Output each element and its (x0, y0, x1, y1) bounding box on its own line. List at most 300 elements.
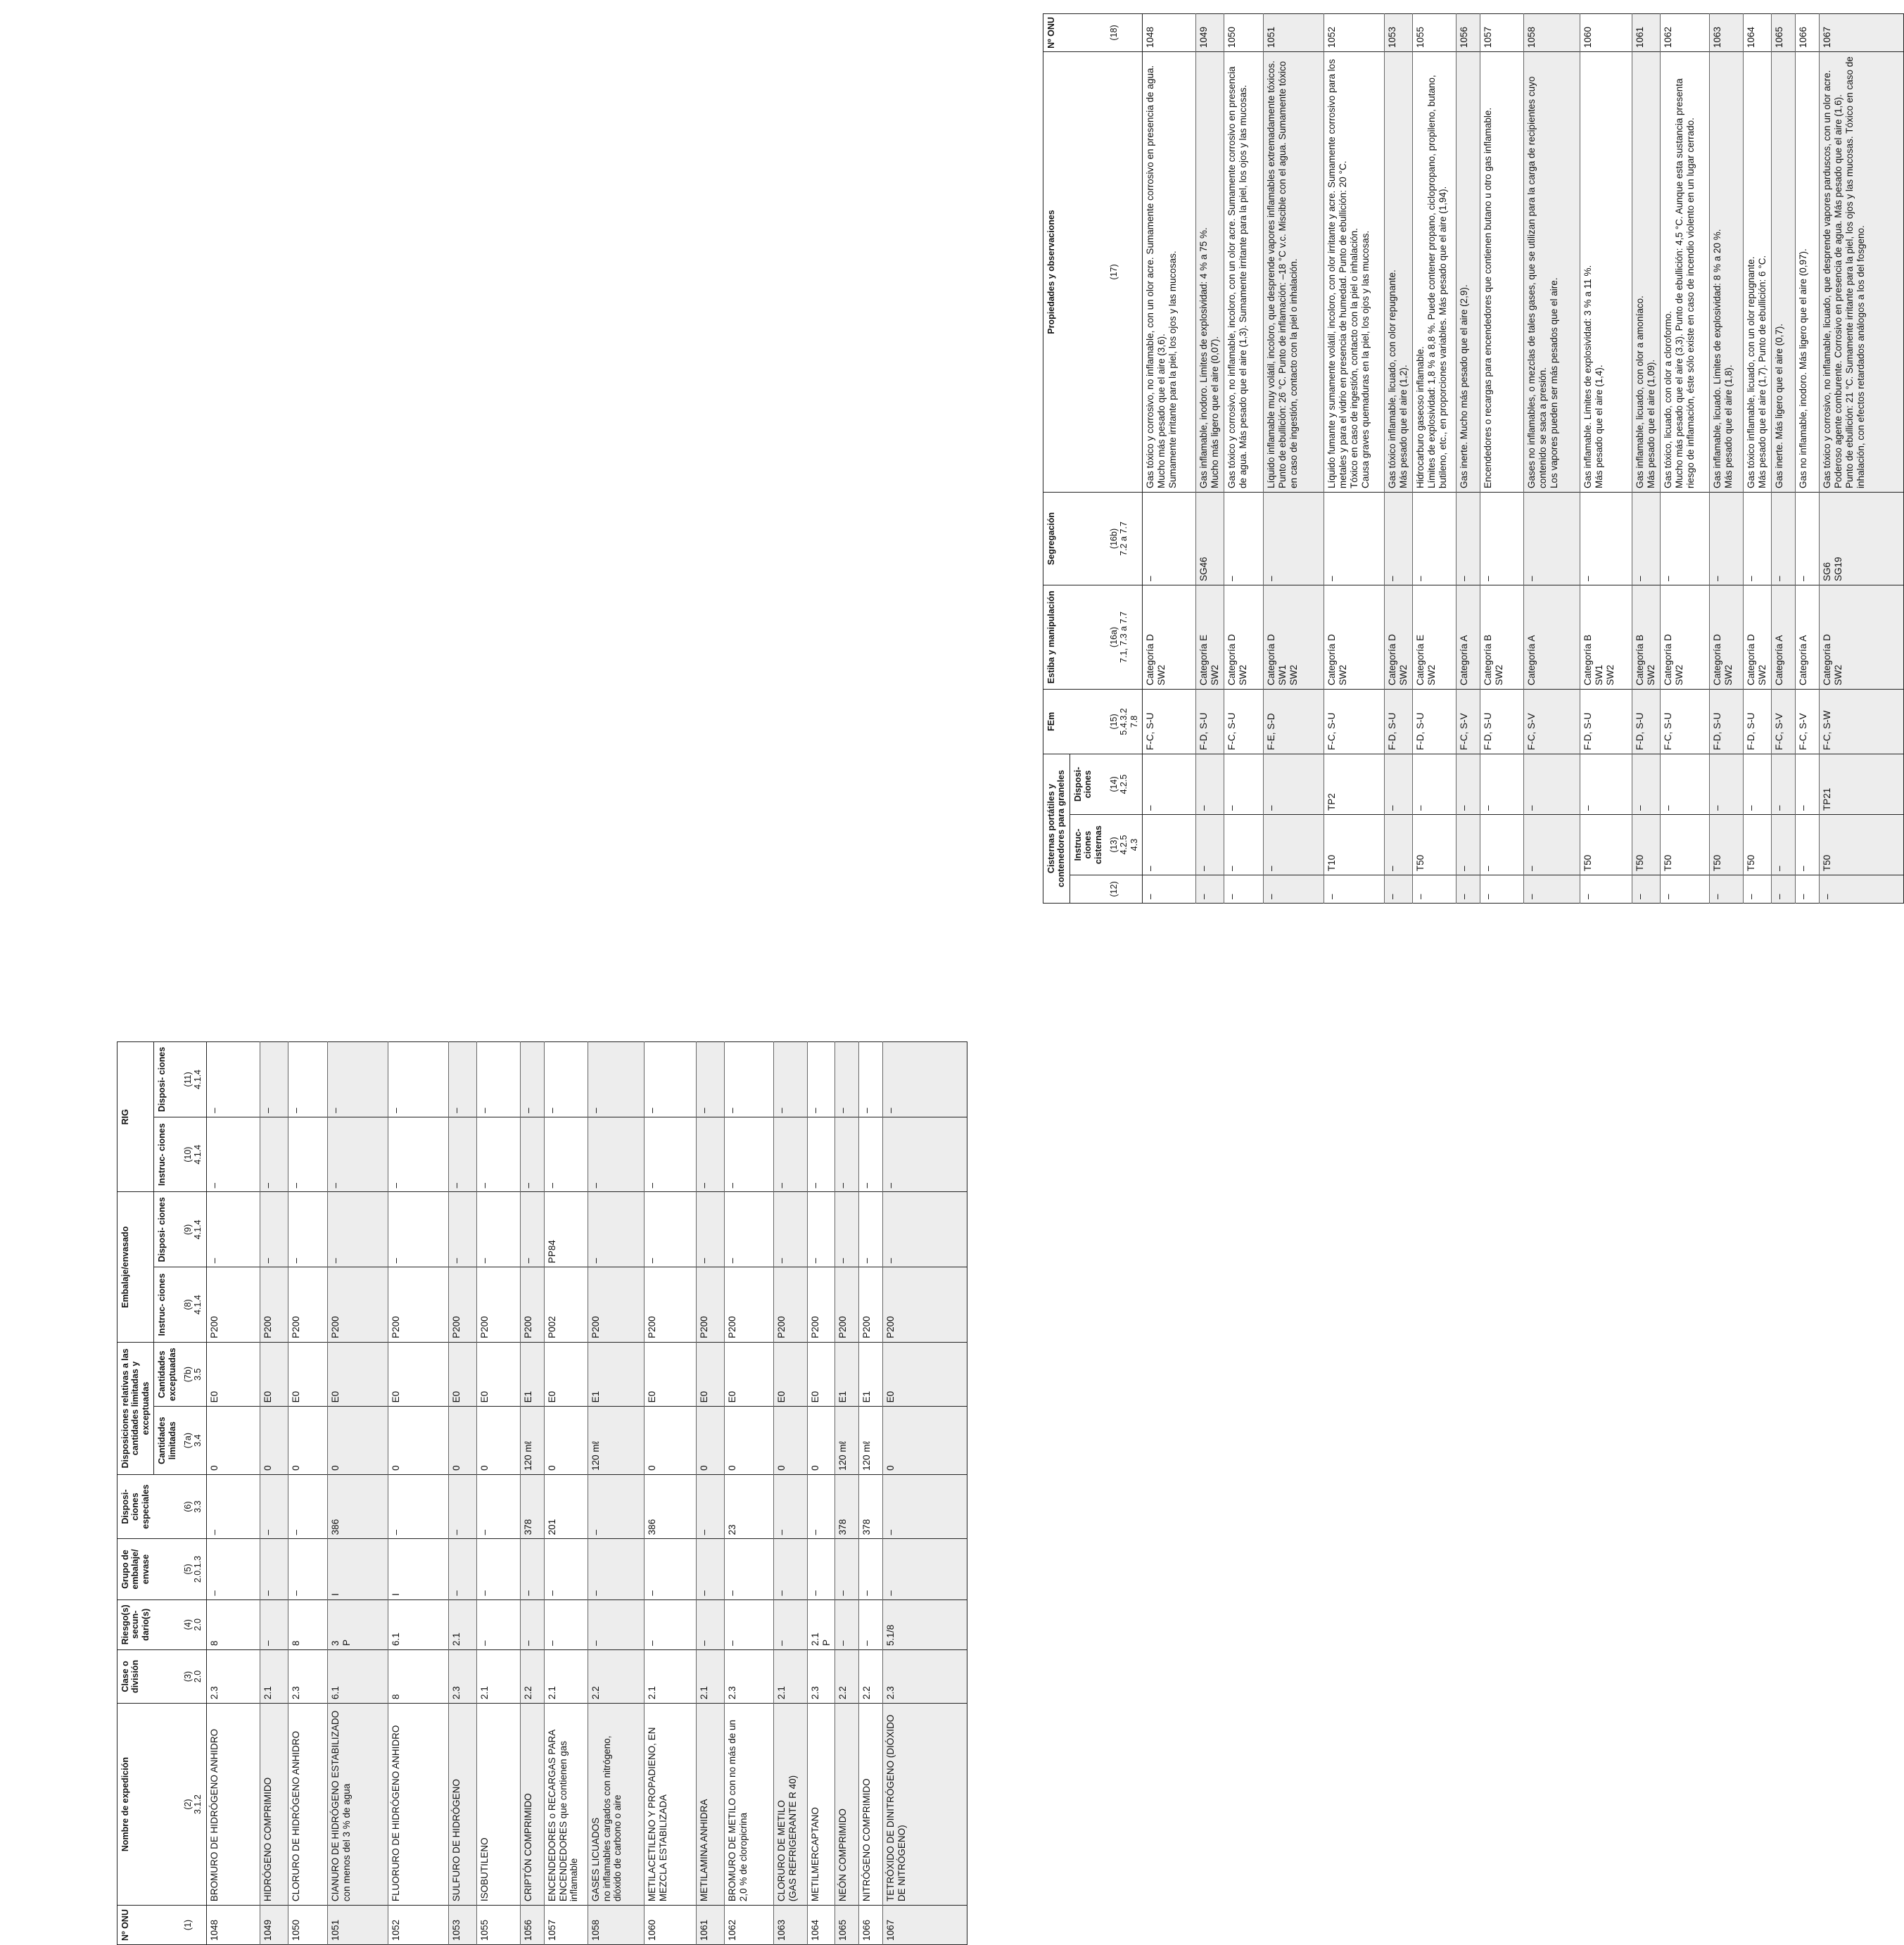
col-header-disp-especiales: Disposi- ciones especiales (118, 1474, 180, 1538)
cell-seg: – (1632, 492, 1661, 585)
cell-riesgo: – (696, 1599, 724, 1649)
cell-est: Categoría D SW2 (1224, 585, 1264, 689)
cell-ti: – (1456, 815, 1480, 875)
cell-ei: P200 (260, 1267, 288, 1343)
cell-onu: 1063 (1710, 13, 1744, 51)
cell-grupo: – (724, 1539, 773, 1599)
cell-riesgo: – (260, 1599, 288, 1649)
cell-est: Categoría D SW2 (1385, 585, 1413, 689)
cell-grupo: – (835, 1539, 859, 1599)
cell-ti: T50 (1819, 815, 1903, 875)
cell-de: – (388, 1474, 448, 1538)
col-header-cisternas-disposiciones: Disposi- ciones (1070, 754, 1106, 814)
cell-clase: 2.3 (883, 1649, 967, 1703)
cell-grupo: – (807, 1539, 835, 1599)
col-header-cisternas: Cisternas portátiles y contenedores para graneles (1043, 754, 1070, 903)
cell-onu: 1060 (1580, 13, 1632, 51)
cell-riesgo: – (520, 1599, 544, 1649)
col-header-onu: Nº ONU (1043, 13, 1106, 51)
cell-onu: 1050 (288, 1906, 327, 1945)
cell-ed: – (476, 1192, 520, 1267)
dangerous-goods-table-left (117, 1041, 967, 1945)
table-row (388, 1042, 448, 1945)
cell-riesgo: – (544, 1599, 588, 1649)
cell-est: Categoría B SW2 (1480, 585, 1524, 689)
cell-clase: 2.1 (773, 1649, 807, 1703)
cell-fem: F-C, S-V (1456, 689, 1480, 754)
col-header-cant-limitadas: Cantidades limitadas (154, 1407, 180, 1475)
cell-onu: 1066 (1795, 13, 1819, 51)
cell-nombre: BROMURO DE METILO con no más de un 2,0 % de cloropicrina (724, 1704, 773, 1906)
cell-grupo: I (388, 1539, 448, 1599)
cell-riesgo: 3 P (327, 1599, 388, 1649)
cell-rd: – (260, 1042, 288, 1117)
cell-est: Categoría E SW2 (1413, 585, 1456, 689)
cell-onu: 1052 (388, 1906, 448, 1945)
cell-de: 378 (520, 1474, 544, 1538)
cell-nombre: BROMURO DE HIDRÓGENO ANHIDRO (206, 1704, 260, 1906)
cell-fem: F-D, S-U (1413, 689, 1456, 754)
cell-est: Categoría E SW2 (1196, 585, 1224, 689)
col-ref: (14) 4.2.5 (1106, 754, 1143, 814)
cell-ce: E0 (724, 1342, 773, 1406)
cell-de: – (588, 1474, 644, 1538)
cell-grupo: – (448, 1539, 476, 1599)
cell-de: – (260, 1474, 288, 1538)
col-ref: (17) (1106, 51, 1143, 492)
cell-rd: – (859, 1042, 883, 1117)
cell-cl: 0 (206, 1407, 260, 1475)
table-row (1632, 13, 1661, 903)
cell-cl: 120 mℓ (859, 1407, 883, 1475)
cell-ri: – (883, 1117, 967, 1192)
cell-est: Categoría D SW2 (1710, 585, 1744, 689)
col-header-estiba: Estiba y manipulación (1043, 585, 1106, 689)
cell-td: – (1456, 754, 1480, 814)
table-row (1264, 13, 1324, 903)
cell-onu: 1053 (448, 1906, 476, 1945)
col-ref: (18) (1106, 13, 1143, 51)
cell-ti: T50 (1580, 815, 1632, 875)
cell-grupo: – (260, 1539, 288, 1599)
table-row (448, 1042, 476, 1945)
cell-prop: Gas inflamable, inodoro. Límites de explosividad: 4 % a 75 %. Mucho más ligero que el aire (0,07). (1196, 51, 1224, 492)
cell-seg: – (1524, 492, 1580, 585)
cell-c12: – (1580, 875, 1632, 904)
cell-td: – (1744, 754, 1772, 814)
cell-nombre: METILMERCAPTANO (807, 1704, 835, 1906)
cell-nombre: TETRÓXIDO DE DINITRÓGENO (DIÓXIDO DE NITRÓGENO) (883, 1704, 967, 1906)
cell-prop: Gas tóxico inflamable, licuado, con un olor repugnante. Más pesado que el aire (1,7). Punto de ebullición: 6 °C. (1744, 51, 1772, 492)
cell-de: – (696, 1474, 724, 1538)
cell-nombre: NEÓN COMPRIMIDO (835, 1704, 859, 1906)
cell-ei: P200 (696, 1267, 724, 1343)
cell-onu: 1062 (1661, 13, 1710, 51)
cell-clase: 2.3 (206, 1649, 260, 1703)
cell-ri: – (724, 1117, 773, 1192)
cell-riesgo: 2.1 (448, 1599, 476, 1649)
cell-ed: – (520, 1192, 544, 1267)
cell-c12: – (1324, 875, 1385, 904)
cell-onu: 1058 (1524, 13, 1580, 51)
table-row (1196, 13, 1224, 903)
cell-clase: 8 (388, 1649, 448, 1703)
cell-ri: – (544, 1117, 588, 1192)
cell-est: Categoría A (1456, 585, 1480, 689)
cell-ed: – (859, 1192, 883, 1267)
cell-de: – (807, 1474, 835, 1538)
cell-nombre: FLUORURO DE HIDRÓGENO ANHIDRO (388, 1704, 448, 1906)
cell-ce: E0 (807, 1342, 835, 1406)
cell-prop: Encendedores o recargas para encendedores que contienen butano u otro gas inflamable. (1480, 51, 1524, 492)
cell-ce: E0 (388, 1342, 448, 1406)
cell-clase: 6.1 (327, 1649, 388, 1703)
cell-de: – (448, 1474, 476, 1538)
cell-est: Categoría D SW2 (1143, 585, 1196, 689)
cell-ei: P200 (724, 1267, 773, 1343)
col-header-embalaje: Embalaje/envasado (118, 1192, 154, 1342)
table-row (807, 1042, 835, 1945)
cell-ri: – (448, 1117, 476, 1192)
cell-ed: PP84 (544, 1192, 588, 1267)
cell-c12: – (1795, 875, 1819, 904)
cell-prop: Gas inerte. Más ligero que el aire (0,7). (1771, 51, 1795, 492)
cell-onu: 1067 (1819, 13, 1903, 51)
cell-rd: – (327, 1042, 388, 1117)
cell-onu: 1052 (1324, 13, 1385, 51)
cell-nombre: HIDRÓGENO COMPRIMIDO (260, 1704, 288, 1906)
cell-ei: P200 (520, 1267, 544, 1343)
cell-ce: E0 (883, 1342, 967, 1406)
cell-ti: T50 (1661, 815, 1710, 875)
cell-rd: – (835, 1042, 859, 1117)
cell-seg: – (1224, 492, 1264, 585)
table-row (696, 1042, 724, 1945)
cell-est: Categoría A (1524, 585, 1580, 689)
cell-grupo: – (773, 1539, 807, 1599)
cell-seg: SG6 SG19 (1819, 492, 1903, 585)
cell-nombre: CLORURO DE HIDRÓGENO ANHIDRO (288, 1704, 327, 1906)
cell-prop: Gas inflamable. Límites de explosividad: 3 % a 11 %. Más pesado que el aire (1,4). (1580, 51, 1632, 492)
cell-fem: F-D, S-U (1480, 689, 1524, 754)
cell-prop: Gas tóxico y corrosivo, no inflamable, licuado, que desprende vapores parduscos, con un olor acre. Poderoso agente comburente. Corrosivo en presencia de agua. Más pesado que el aire (1,6). Punto de ebullición: 21 °C. Sumamente irritante para la piel, los ojos y las mucosas. Tóxico en caso de inhalación, con efectos retardados análogos a los del fosgeno. (1819, 51, 1903, 492)
cell-c12: – (1143, 875, 1196, 904)
cell-fem: F-C, S-V (1524, 689, 1580, 754)
cell-ce: E1 (588, 1342, 644, 1406)
col-header-propiedades: Propiedades y observaciones (1043, 51, 1106, 492)
cell-td: – (1224, 754, 1264, 814)
cell-est: Categoría D SW1 SW2 (1264, 585, 1324, 689)
cell-clase: 2.1 (544, 1649, 588, 1703)
col-header-rig: RIG (118, 1042, 154, 1193)
cell-nombre: ISOBUTILENO (476, 1704, 520, 1906)
cell-seg: – (1413, 492, 1456, 585)
cell-ei: P200 (773, 1267, 807, 1343)
cell-cl: 0 (288, 1407, 327, 1475)
cell-grupo: – (544, 1539, 588, 1599)
cell-rd: – (544, 1042, 588, 1117)
cell-de: 201 (544, 1474, 588, 1538)
cell-seg: – (1795, 492, 1819, 585)
cell-rd: – (388, 1042, 448, 1117)
cell-td: – (1771, 754, 1795, 814)
cell-riesgo: 2.1 P (807, 1599, 835, 1649)
col-ref: (6) 3.3 (180, 1474, 206, 1538)
cell-td: TP2 (1324, 754, 1385, 814)
cell-td: – (1795, 754, 1819, 814)
col-header-embalaje-instrucciones: Instruc- ciones (154, 1267, 180, 1343)
cell-c12: – (1224, 875, 1264, 904)
col-header-disp-relativas: Disposiciones relativas a las cantidades limitadas y exceptuadas (118, 1342, 154, 1474)
cell-ce: E0 (260, 1342, 288, 1406)
cell-ed: – (206, 1192, 260, 1267)
col-ref: (1) (180, 1906, 206, 1945)
cell-onu: 1065 (835, 1906, 859, 1945)
cell-nombre: METILAMINA ANHIDRA (696, 1704, 724, 1906)
col-ref: (16a) 7.1, 7.3 a 7.7 (1106, 585, 1143, 689)
cell-ri: – (696, 1117, 724, 1192)
cell-ce: E0 (773, 1342, 807, 1406)
cell-rd: – (520, 1042, 544, 1117)
cell-cl: 120 mℓ (835, 1407, 859, 1475)
cell-cl: 0 (260, 1407, 288, 1475)
col-header-fem: FEm (1043, 689, 1106, 754)
cell-c12: – (1744, 875, 1772, 904)
cell-nombre: GASES LICUADOS no inflamables cargados con nitrógeno, dióxido de carbono o aire (588, 1704, 644, 1906)
cell-clase: 2.2 (588, 1649, 644, 1703)
cell-clase: 2.2 (835, 1649, 859, 1703)
col-ref: (13) 4.2.5 4.3 (1106, 815, 1143, 875)
cell-td: – (1413, 754, 1456, 814)
table-row (1143, 13, 1196, 903)
cell-riesgo: 8 (288, 1599, 327, 1649)
cell-c12: – (1196, 875, 1224, 904)
cell-fem: F-D, S-U (1710, 689, 1744, 754)
cell-ti: T50 (1413, 815, 1456, 875)
cell-ce: E0 (696, 1342, 724, 1406)
cell-clase: 2.3 (807, 1649, 835, 1703)
table-row (476, 1042, 520, 1945)
table-block-left (117, 1041, 967, 1945)
cell-onu: 1062 (724, 1906, 773, 1945)
cell-riesgo: 6.1 (388, 1599, 448, 1649)
table-row (1324, 13, 1385, 903)
cell-ei: P200 (807, 1267, 835, 1343)
cell-cl: 0 (327, 1407, 388, 1475)
cell-est: Categoría D SW2 (1324, 585, 1385, 689)
table-row (260, 1042, 288, 1945)
cell-ce: E0 (288, 1342, 327, 1406)
cell-riesgo: 8 (206, 1599, 260, 1649)
table-row (1661, 13, 1710, 903)
cell-ed: – (773, 1192, 807, 1267)
cell-ti: – (1524, 815, 1580, 875)
table-row (644, 1042, 696, 1945)
cell-grupo: – (859, 1539, 883, 1599)
cell-ei: P200 (883, 1267, 967, 1343)
cell-ed: – (388, 1192, 448, 1267)
col-header-embalaje-disposiciones: Disposi- ciones (154, 1192, 180, 1267)
cell-de: 378 (859, 1474, 883, 1538)
cell-nombre: METILACETILENO Y PROPADIENO, EN MEZCLA ESTABILIZADA (644, 1704, 696, 1906)
cell-c12: – (1710, 875, 1744, 904)
col-header-onu: Nº ONU (118, 1906, 180, 1945)
cell-c12: – (1632, 875, 1661, 904)
cell-ri: – (206, 1117, 260, 1192)
table-row (520, 1042, 544, 1945)
cell-ce: E0 (544, 1342, 588, 1406)
cell-rd: – (883, 1042, 967, 1117)
cell-seg: – (1710, 492, 1744, 585)
table-row (544, 1042, 588, 1945)
cell-clase: 2.3 (724, 1649, 773, 1703)
cell-seg: – (1264, 492, 1324, 585)
cell-rd: – (448, 1042, 476, 1117)
cell-riesgo: 5.1/8 (883, 1599, 967, 1649)
cell-onu: 1051 (327, 1906, 388, 1945)
table-row (1224, 13, 1264, 903)
col-ref: (7b) 3.5 (180, 1342, 206, 1406)
cell-cl: 0 (448, 1407, 476, 1475)
cell-riesgo: – (644, 1599, 696, 1649)
table-row (588, 1042, 644, 1945)
cell-ti: – (1264, 815, 1324, 875)
cell-td: – (1385, 754, 1413, 814)
cell-rd: – (807, 1042, 835, 1117)
cell-cl: 0 (644, 1407, 696, 1475)
cell-fem: F-D, S-U (1632, 689, 1661, 754)
cell-grupo: – (696, 1539, 724, 1599)
table-row (1819, 13, 1903, 903)
cell-onu: 1058 (588, 1906, 644, 1945)
cell-cl: 0 (388, 1407, 448, 1475)
cell-onu: 1066 (859, 1906, 883, 1945)
cell-clase: 2.2 (859, 1649, 883, 1703)
cell-onu: 1056 (1456, 13, 1480, 51)
col-header-rig-disposiciones: Disposi- ciones (154, 1042, 180, 1117)
col-ref: (10) 4.1.4 (180, 1117, 206, 1192)
cell-grupo: I (327, 1539, 388, 1599)
cell-prop: Gas tóxico y corrosivo, no inflamable, incoloro, con un olor acre. Sumamente corrosivo en presencia de agua. Más pesado que el aire (1,3). Sumamente irritante para la piel, los ojos y las mucosas. (1224, 51, 1264, 492)
table-row (1524, 13, 1580, 903)
cell-td: – (1480, 754, 1524, 814)
table-row (1744, 13, 1772, 903)
cell-ri: – (388, 1117, 448, 1192)
cell-clase: 2.3 (448, 1649, 476, 1703)
cell-ri: – (520, 1117, 544, 1192)
cell-ri: – (476, 1117, 520, 1192)
table-row (288, 1042, 327, 1945)
cell-ti: – (1196, 815, 1224, 875)
cell-seg: – (1480, 492, 1524, 585)
cell-grupo: – (476, 1539, 520, 1599)
cell-onu: 1065 (1771, 13, 1795, 51)
cell-ti: T50 (1744, 815, 1772, 875)
cell-est: Categoría D SW2 (1819, 585, 1903, 689)
col-ref: (9) 4.1.4 (180, 1192, 206, 1267)
table-row (206, 1042, 260, 1945)
cell-cl: 120 mℓ (520, 1407, 544, 1475)
cell-ed: – (807, 1192, 835, 1267)
cell-seg: – (1744, 492, 1772, 585)
cell-seg: – (1385, 492, 1413, 585)
cell-ri: – (327, 1117, 388, 1192)
cell-est: Categoría B SW2 (1632, 585, 1661, 689)
table-block-right (1043, 0, 1904, 904)
cell-prop: Gas tóxico inflamable, licuado, con olor repugnante. Más pesado que el aire (1,2). (1385, 51, 1413, 492)
cell-cl: 0 (807, 1407, 835, 1475)
col-header-nombre: Nombre de expedición (118, 1704, 180, 1906)
cell-fem: F-C, S-W (1819, 689, 1903, 754)
cell-seg: – (1771, 492, 1795, 585)
col-header-segregacion: Segregación (1043, 492, 1106, 585)
cell-ed: – (835, 1192, 859, 1267)
cell-c12: – (1661, 875, 1710, 904)
cell-ei: P200 (859, 1267, 883, 1343)
cell-c12: – (1413, 875, 1456, 904)
cell-cl: 0 (476, 1407, 520, 1475)
cell-ei: P002 (544, 1267, 588, 1343)
cell-de: 386 (327, 1474, 388, 1538)
cell-cl: 120 mℓ (588, 1407, 644, 1475)
cell-clase: 2.1 (696, 1649, 724, 1703)
cell-prop: Gases no inflamables, o mezclas de tales gases, que se utilizan para la carga de recipientes cuyo contenido se saca a presión. Los vapores pueden ser más pesados que el aire. (1524, 51, 1580, 492)
cell-ei: P200 (206, 1267, 260, 1343)
cell-onu: 1063 (773, 1906, 807, 1945)
cell-td: – (1143, 754, 1196, 814)
dangerous-goods-table-right (1043, 13, 1904, 904)
cell-fem: F-C, S-U (1661, 689, 1710, 754)
cell-ei: P200 (835, 1267, 859, 1343)
cell-fem: F-C, S-V (1795, 689, 1819, 754)
cell-ri: – (644, 1117, 696, 1192)
cell-seg: – (1661, 492, 1710, 585)
cell-prop: Gas inflamable, licuado, con olor a amoníaco. Más pesado que el aire (1,09). (1632, 51, 1661, 492)
cell-c12: – (1819, 875, 1903, 904)
cell-onu: 1053 (1385, 13, 1413, 51)
col-ref: (2) 3.1.2 (180, 1704, 206, 1906)
table-row (1710, 13, 1744, 903)
cell-de: – (773, 1474, 807, 1538)
cell-ce: E0 (644, 1342, 696, 1406)
cell-ei: P200 (448, 1267, 476, 1343)
cell-seg: – (1324, 492, 1385, 585)
cell-clase: 2.1 (260, 1649, 288, 1703)
cell-td: – (1661, 754, 1710, 814)
cell-de: 23 (724, 1474, 773, 1538)
cell-riesgo: – (773, 1599, 807, 1649)
cell-rd: – (588, 1042, 644, 1117)
cell-td: – (1632, 754, 1661, 814)
cell-clase: 2.1 (476, 1649, 520, 1703)
cell-de: 386 (644, 1474, 696, 1538)
cell-td: TP21 (1819, 754, 1903, 814)
cell-ti: – (1385, 815, 1413, 875)
cell-ti: T10 (1324, 815, 1385, 875)
cell-grupo: – (588, 1539, 644, 1599)
cell-c12: – (1385, 875, 1413, 904)
cell-onu: 1056 (520, 1906, 544, 1945)
cell-ce: E0 (327, 1342, 388, 1406)
cell-fem: F-C, S-U (1224, 689, 1264, 754)
cell-ed: – (883, 1192, 967, 1267)
cell-grupo: – (288, 1539, 327, 1599)
cell-est: Categoría A (1771, 585, 1795, 689)
cell-ed: – (644, 1192, 696, 1267)
cell-nombre: ENCENDEDORES o RECARGAS PARA ENCENDEDORES que contienen gas inflamable (544, 1704, 588, 1906)
cell-ri: – (773, 1117, 807, 1192)
cell-cl: 0 (696, 1407, 724, 1475)
